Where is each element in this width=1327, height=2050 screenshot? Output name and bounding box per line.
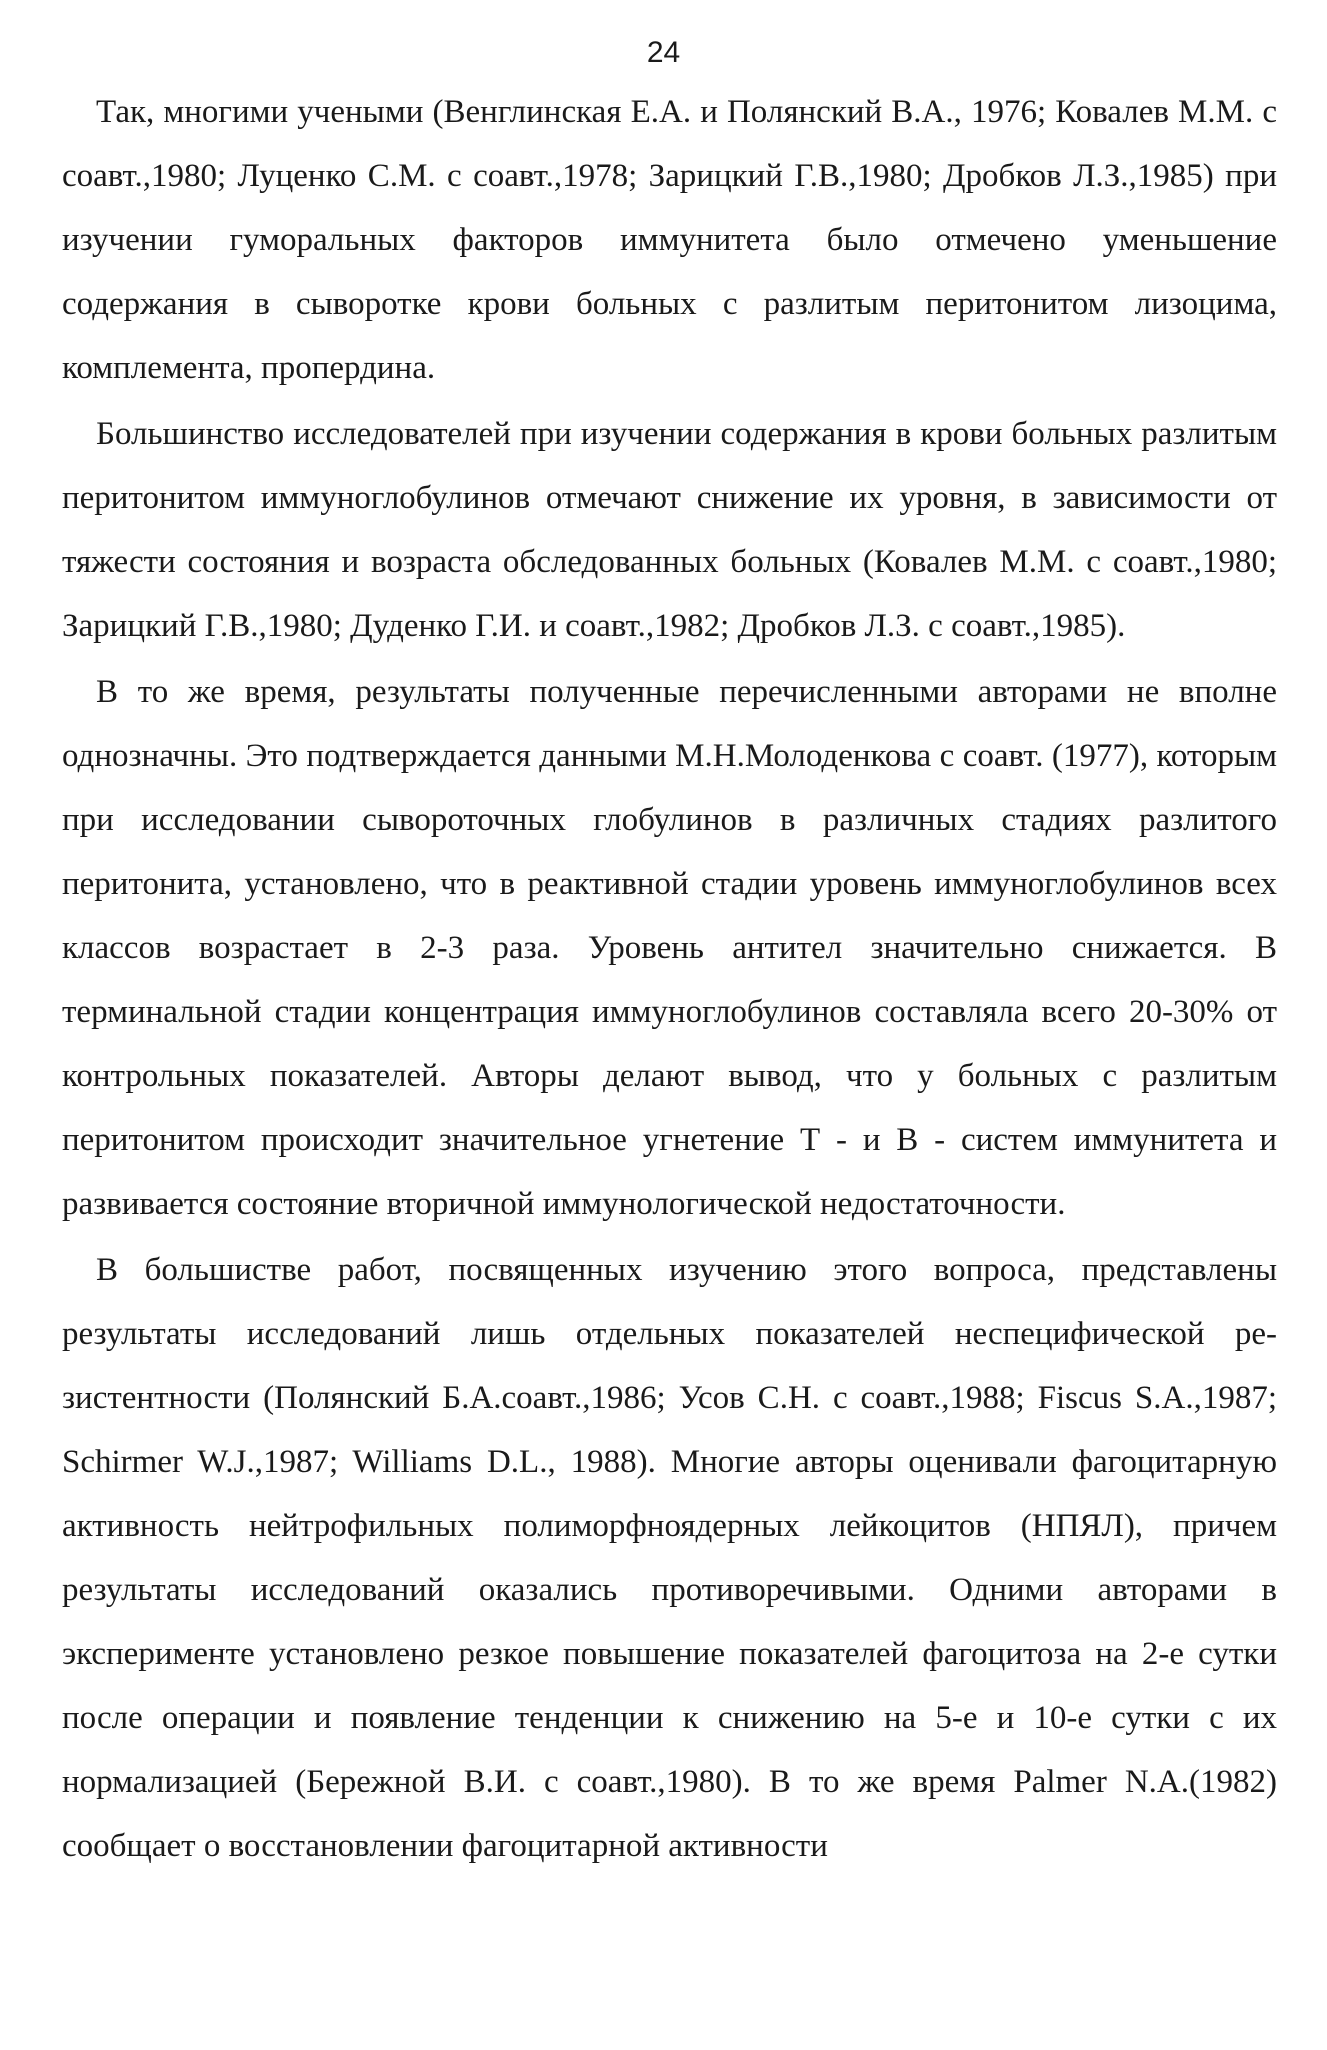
- paragraph-2: Большинство исследователей при изучении содержания в крови больных разлитым перитонитом иммуноглобулинов отмечают снижение их уровня, в зависимости от тяжести состояния и возраста обследованных больных (Ковалев М.М. с соавт.,1980; Зарицкий Г.В.,1980; Дуденко Г.И. и соавт.,1982; Дробков Л.З. с соавт.,1985).: [62, 416, 1277, 644]
- page-number: 24: [646, 36, 681, 69]
- paragraph-1: Так, многими учеными (Венглинская Е.А. и Полянский В.А., 1976; Ковалев М.М. с соавт.,1980; Луценко С.М. с соавт.,1978; Зарицкий Г.В.,1980; Дробков Л.З.,1985) при изучении гуморальных факторов иммунитета было отмечено уменьшение содержания в сыворотке крови больных с разлитым перитонитом лизоцима, комплемента, пропердина.: [62, 94, 1277, 386]
- paragraph-3: В то же время, результаты полученные перечисленными авторами не вполне однозначны. Это подтверждается данными М.Н.Молоденкова с соавт. (1977), которым при исследовании сывороточных глобулинов в различных стадиях разлитого перитонита, установлено, что в реактивной стадии уровень иммуноглобулинов всех классов возрастает в 2-3 раза. Уровень антител значительно снижается. В терминальной стадии концентрация иммуноглобулинов составляла всего 20-30% от контрольных показателей. Авторы делают вывод, что у больных с разлитым перитонитом происходит значительное угнетение Т - и В - систем иммунитета и развивается состояние вторичной иммунологической недостаточности.: [62, 674, 1277, 1222]
- paragraph-4: В большистве работ, посвященных изучению этого вопроса, представлены результаты исследований лишь отдельных показателей неспецифической резистентности (Полянский Б.А.соавт.,1986; Усов С.Н. с соавт.,1988; Fiscus S.A.,1987; Schirmer W.J.,1987; Williams D.L., 1988). Многие авторы оценивали фагоцитарную активность нейтрофильных полиморфноядерных лейкоцитов (НПЯЛ), причем результаты исследований оказались противоречивыми. Одними авторами в эксперименте установлено резкое повышение показателей фагоцитоза на 2-е сутки после операции и появление тенденции к снижению на 5-е и 10-е сутки с их нормализацией (Бережной В.И. с соавт.,1980). В то же время Palmer N.A.(1982) сообщает о восстановлении фагоцитарной активности: [62, 1252, 1277, 1864]
